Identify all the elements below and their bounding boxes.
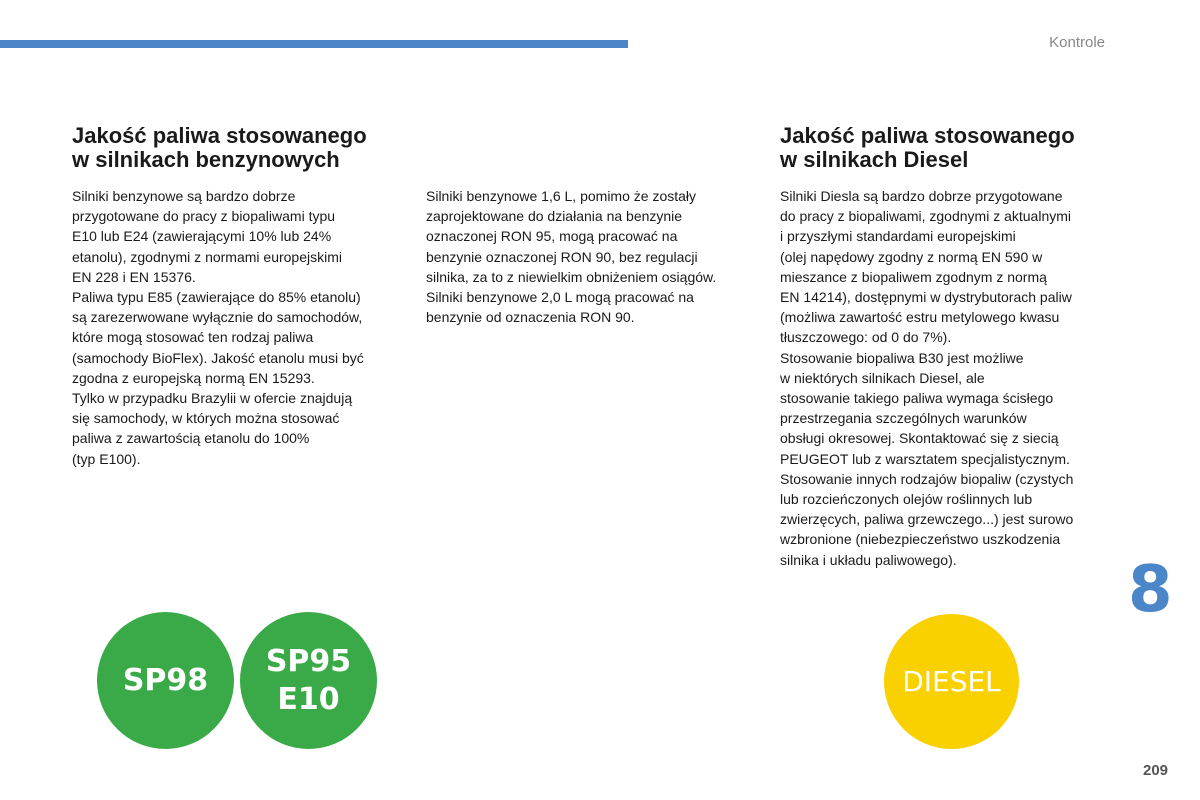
- text-line: przestrzegania szczególnych warunków: [780, 410, 1027, 427]
- fuel-badge-sp95-e10: [240, 612, 377, 749]
- fuel-badge-diesel: [884, 614, 1019, 749]
- text-line: paliwa z zawartością etanolu do 100%: [72, 430, 310, 447]
- text-line: EN 228 i EN 15376.: [72, 268, 196, 285]
- section-label: Kontrole: [1049, 34, 1105, 51]
- top-accent-bar: [0, 40, 628, 48]
- text-line: przygotowane do pracy z biopaliwami typu: [72, 208, 336, 225]
- heading-line: Jakość paliwa stosowanego: [780, 123, 1075, 148]
- badge-label: SP95: [265, 643, 352, 679]
- heading-line: w silnikach Diesel: [780, 147, 969, 172]
- text-line: silnika, za to z niewielkim obniżeniem osiągów.: [426, 268, 717, 285]
- text-line: (samochody BioFlex). Jakość etanolu musi być: [72, 349, 364, 366]
- text-line: Silniki benzynowe 2,0 L mogą pracować na: [426, 289, 694, 306]
- text-line: Stosowanie biopaliwa B30 jest możliwe: [780, 349, 1024, 366]
- text-line: (możliwa zawartość estru metylowego kwasu: [780, 309, 1060, 326]
- heading-diesel: [780, 124, 1075, 172]
- text-line: Stosowanie innych rodzajów biopaliw (czystych: [780, 470, 1074, 487]
- heading-petrol: [72, 124, 367, 172]
- text-line: w niektórych silnikach Diesel, ale: [780, 369, 985, 386]
- text-line: benzynie od oznaczenia RON 90.: [426, 309, 635, 326]
- text-line: etanolu), zgodnymi z normami europejskimi: [72, 248, 342, 265]
- text-column-2: [426, 186, 716, 327]
- text-line: są zarezerwowane wyłącznie do samochodów,: [72, 309, 363, 326]
- text-line: Tylko w przypadku Brazylii w ofercie znajdują: [72, 390, 353, 407]
- text-column-3: [780, 186, 1073, 570]
- text-line: (typ E100).: [72, 450, 141, 467]
- text-line: zwierzęcych, paliwa grzewczego...) jest surowo: [780, 511, 1074, 528]
- text-line: benzynie oznaczonej RON 90, bez regulacji: [426, 248, 698, 265]
- badge-label: SP98: [122, 662, 209, 698]
- text-line: się samochody, w których można stosować: [72, 410, 340, 427]
- text-line: zaprojektowane do działania na benzynie: [426, 208, 683, 225]
- text-line: Silniki benzynowe są bardzo dobrze: [72, 188, 296, 204]
- text-line: mieszance z biopaliwem zgodnym z normą: [780, 268, 1047, 285]
- text-line: obsługi okresowej. Skontaktować się z siecią: [780, 430, 1059, 447]
- badge-label: E10: [277, 681, 340, 717]
- heading-line: w silnikach benzynowych: [72, 147, 340, 172]
- fuel-badge-sp98: [97, 612, 234, 749]
- text-line: stosowanie takiego paliwa wymaga ścisłego: [780, 390, 1054, 407]
- text-line: tłuszczowego: od 0 do 7%).: [780, 329, 952, 346]
- text-line: Paliwa typu E85 (zawierające do 85% etanolu): [72, 289, 361, 306]
- text-line: Silniki Diesla są bardzo dobrze przygotowane: [780, 188, 1063, 204]
- heading-line: Jakość paliwa stosowanego: [72, 123, 367, 148]
- page-number: 209: [1143, 762, 1169, 779]
- badge-label: DIESEL: [902, 664, 1001, 698]
- text-line: silnika i układu paliwowego).: [780, 551, 957, 568]
- text-line: EN 14214), dostępnymi w dystrybutorach paliw: [780, 289, 1072, 306]
- text-line: E10 lub E24 (zawierającymi 10% lub 24%: [72, 228, 332, 245]
- text-line: PEUGEOT lub z warsztatem specjalistycznym.: [780, 450, 1070, 467]
- text-line: które mogą stosować ten rodzaj paliwa: [72, 329, 314, 346]
- chapter-number: 8: [1128, 553, 1173, 627]
- text-line: do pracy z biopaliwami, zgodnymi z aktualnymi: [780, 208, 1072, 225]
- text-line: zgodna z europejską normą EN 15293.: [72, 369, 315, 386]
- text-line: i przyszłymi standardami europejskimi: [780, 228, 1016, 245]
- text-line: wzbronione (niebezpieczeństwo uszkodzenia: [780, 531, 1061, 548]
- text-line: oznaczonej RON 95, mogą pracować na: [426, 228, 678, 245]
- text-column-1: [72, 186, 364, 469]
- text-line: lub rozcieńczonych olejów roślinnych lub: [780, 491, 1033, 508]
- text-line: (olej napędowy zgodny z normą EN 590 w: [780, 248, 1043, 265]
- text-line: Silniki benzynowe 1,6 L, pomimo że zostały: [426, 188, 697, 204]
